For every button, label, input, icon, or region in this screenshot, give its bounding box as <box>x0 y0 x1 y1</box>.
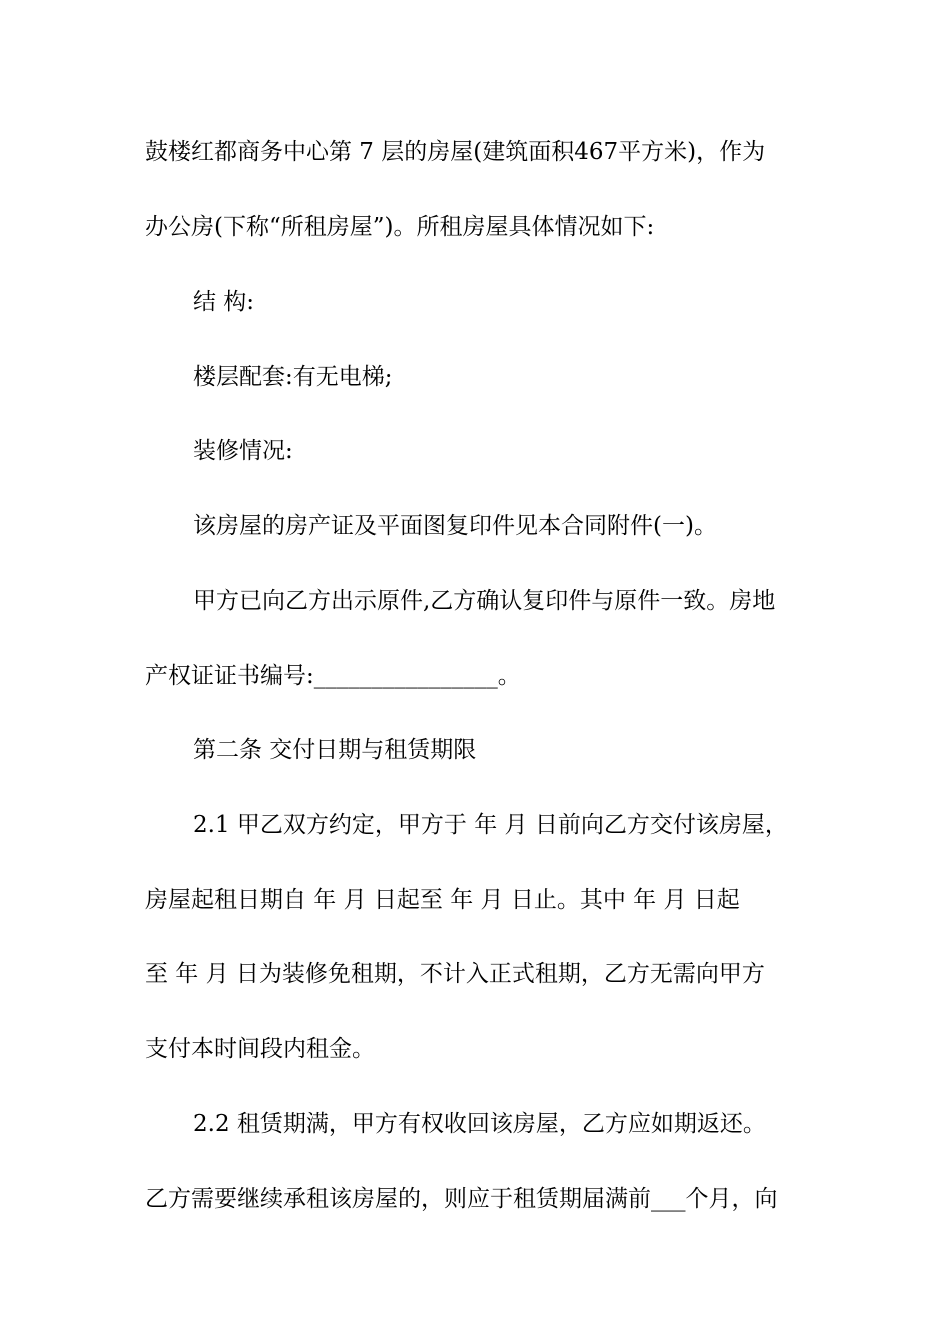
text-line: 乙方需要继续承租该房屋的，则应于租赁期届满前___个月，向 <box>145 1186 778 1212</box>
section-heading: 第二条 交付日期与租赁期限 <box>193 737 477 763</box>
text-line: 办公房(下称“所租房屋”)。所租房屋具体情况如下: <box>145 214 655 240</box>
text-line: 装修情况: <box>193 438 293 464</box>
text-line: 鼓楼红都商务中心第 7 层的房屋(建筑面积467平方米)，作为 <box>145 139 766 165</box>
text-line: 至 年 月 日为装修免租期，不计入正式租期，乙方无需向甲方 <box>145 961 765 987</box>
text-line: 2.1 甲乙双方约定，甲方于 年 月 日前向乙方交付该房屋， <box>193 812 788 838</box>
text-line: 产权证证书编号:________________。 <box>145 663 521 689</box>
text-line: 结 构: <box>193 289 255 315</box>
text-line: 支付本时间段内租金。 <box>145 1036 375 1062</box>
text-line: 楼层配套:有无电梯; <box>193 364 393 390</box>
text-line: 2.2 租赁期满，甲方有权收回该房屋，乙方应如期返还。 <box>193 1111 766 1137</box>
text-line: 甲方已向乙方出示原件,乙方确认复印件与原件一致。房地 <box>193 588 776 614</box>
text-line: 该房屋的房产证及平面图复印件见本合同附件(一)。 <box>193 513 717 539</box>
text-line: 房屋起租日期自 年 月 日起至 年 月 日止。其中 年 月 日起 <box>145 887 740 913</box>
